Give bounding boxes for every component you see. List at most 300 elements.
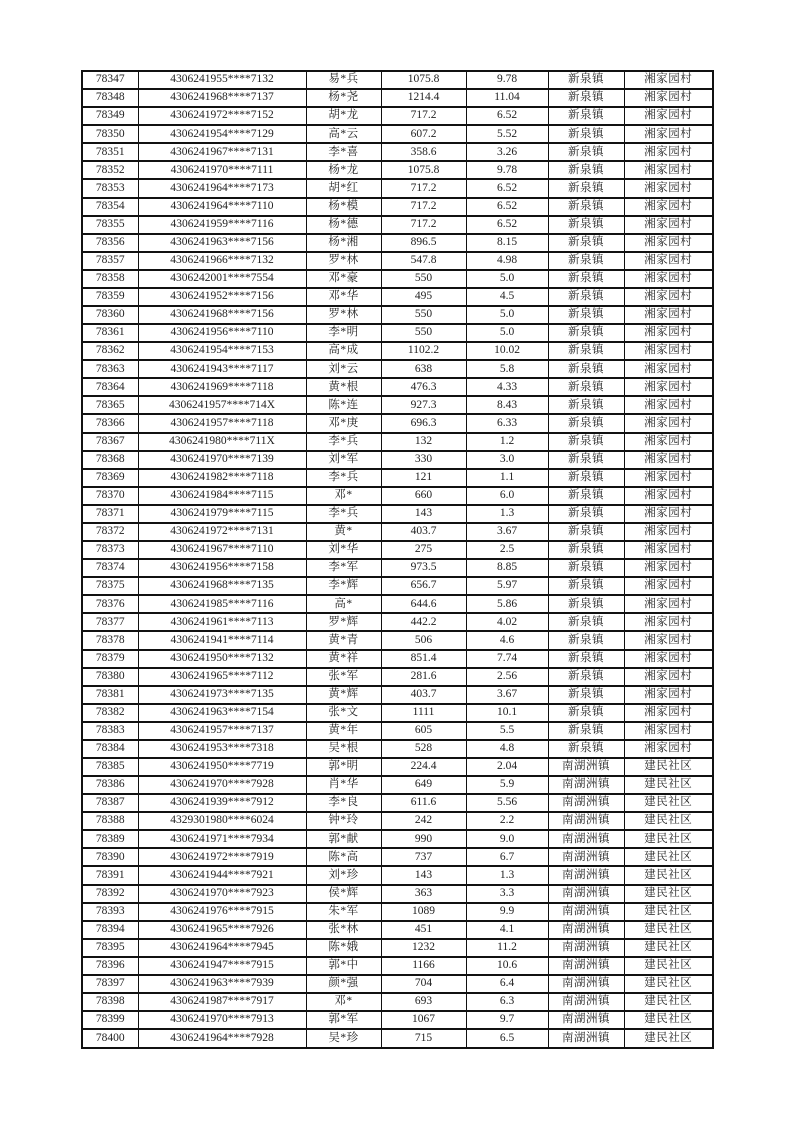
cell-town: 新泉镇 — [548, 541, 624, 559]
cell-village: 湘家园村 — [624, 487, 713, 505]
cell-sequence-number: 78348 — [82, 89, 138, 107]
cell-masked-id-number: 4306241968****7156 — [138, 306, 306, 324]
table-row — [82, 830, 713, 848]
cell-masked-id-number: 4306241964****7928 — [138, 1029, 306, 1048]
cell-masked-id-number: 4306241967****7131 — [138, 143, 306, 161]
cell-amount: 451 — [381, 921, 466, 939]
cell-village: 湘家园村 — [624, 631, 713, 649]
cell-masked-id-number: 4306241972****7131 — [138, 523, 306, 541]
cell-town: 新泉镇 — [548, 595, 624, 613]
cell-secondary-amount: 7.74 — [466, 650, 548, 668]
cell-village: 湘家园村 — [624, 179, 713, 197]
cell-village: 湘家园村 — [624, 378, 713, 396]
cell-amount: 476.3 — [381, 378, 466, 396]
table-row — [82, 198, 713, 216]
cell-masked-name: 李*喜 — [306, 143, 381, 161]
cell-masked-name: 高* — [306, 595, 381, 613]
cell-secondary-amount: 4.33 — [466, 378, 548, 396]
table-row — [82, 794, 713, 812]
cell-secondary-amount: 5.86 — [466, 595, 548, 613]
cell-village: 湘家园村 — [624, 198, 713, 216]
cell-town: 新泉镇 — [548, 414, 624, 432]
cell-amount: 605 — [381, 722, 466, 740]
cell-masked-id-number: 4306241957****7118 — [138, 414, 306, 432]
cell-sequence-number: 78387 — [82, 794, 138, 812]
cell-sequence-number: 78365 — [82, 396, 138, 414]
cell-amount: 607.2 — [381, 125, 466, 143]
cell-sequence-number: 78373 — [82, 541, 138, 559]
cell-secondary-amount: 5.0 — [466, 270, 548, 288]
cell-masked-id-number: 4306241970****7913 — [138, 1011, 306, 1029]
table-row — [82, 523, 713, 541]
cell-secondary-amount: 5.5 — [466, 722, 548, 740]
cell-masked-name: 钟*玲 — [306, 812, 381, 830]
cell-masked-name: 李*兵 — [306, 469, 381, 487]
cell-amount: 1075.8 — [381, 161, 466, 179]
cell-sequence-number: 78379 — [82, 650, 138, 668]
cell-amount: 403.7 — [381, 523, 466, 541]
cell-village: 湘家园村 — [624, 234, 713, 252]
cell-sequence-number: 78374 — [82, 559, 138, 577]
cell-town: 南湖洲镇 — [548, 1029, 624, 1048]
cell-masked-name: 黄* — [306, 523, 381, 541]
cell-village: 湘家园村 — [624, 161, 713, 179]
cell-masked-name: 颜*强 — [306, 975, 381, 993]
table-row — [82, 161, 713, 179]
cell-masked-id-number: 4306241939****7912 — [138, 794, 306, 812]
cell-secondary-amount: 6.52 — [466, 216, 548, 234]
table-row — [82, 595, 713, 613]
table-row — [82, 650, 713, 668]
cell-masked-id-number: 4306241957****714X — [138, 396, 306, 414]
cell-village: 湘家园村 — [624, 396, 713, 414]
cell-sequence-number: 78381 — [82, 686, 138, 704]
cell-village: 湘家园村 — [624, 270, 713, 288]
cell-masked-id-number: 4306241953****7318 — [138, 740, 306, 758]
cell-amount: 717.2 — [381, 198, 466, 216]
cell-secondary-amount: 5.52 — [466, 125, 548, 143]
cell-village: 湘家园村 — [624, 650, 713, 668]
cell-amount: 528 — [381, 740, 466, 758]
cell-amount: 224.4 — [381, 758, 466, 776]
cell-masked-name: 李*兵 — [306, 505, 381, 523]
table-row — [82, 125, 713, 143]
cell-masked-id-number: 4306242001****7554 — [138, 270, 306, 288]
cell-masked-name: 易*兵 — [306, 71, 381, 89]
cell-sequence-number: 78390 — [82, 848, 138, 866]
cell-masked-name: 邓* — [306, 487, 381, 505]
cell-secondary-amount: 8.85 — [466, 559, 548, 577]
cell-town: 南湖洲镇 — [548, 975, 624, 993]
table-row — [82, 631, 713, 649]
cell-town: 新泉镇 — [548, 523, 624, 541]
cell-sequence-number: 78384 — [82, 740, 138, 758]
cell-secondary-amount: 2.56 — [466, 668, 548, 686]
cell-village: 湘家园村 — [624, 414, 713, 432]
cell-sequence-number: 78364 — [82, 378, 138, 396]
cell-amount: 1089 — [381, 903, 466, 921]
cell-sequence-number: 78377 — [82, 613, 138, 631]
cell-village: 湘家园村 — [624, 324, 713, 342]
cell-sequence-number: 78355 — [82, 216, 138, 234]
cell-secondary-amount: 5.97 — [466, 577, 548, 595]
cell-village: 湘家园村 — [624, 342, 713, 360]
cell-amount: 547.8 — [381, 252, 466, 270]
cell-masked-name: 张*林 — [306, 921, 381, 939]
cell-secondary-amount: 3.0 — [466, 451, 548, 469]
cell-secondary-amount: 5.8 — [466, 360, 548, 378]
cell-village: 建民社区 — [624, 776, 713, 794]
cell-sequence-number: 78391 — [82, 866, 138, 884]
table-row — [82, 324, 713, 342]
cell-amount: 442.2 — [381, 613, 466, 631]
cell-town: 新泉镇 — [548, 143, 624, 161]
cell-town: 新泉镇 — [548, 234, 624, 252]
cell-town: 新泉镇 — [548, 198, 624, 216]
table-row — [82, 668, 713, 686]
cell-masked-id-number: 4306241970****7111 — [138, 161, 306, 179]
cell-amount: 281.6 — [381, 668, 466, 686]
cell-sequence-number: 78357 — [82, 252, 138, 270]
cell-sequence-number: 78380 — [82, 668, 138, 686]
cell-village: 湘家园村 — [624, 306, 713, 324]
cell-secondary-amount: 4.1 — [466, 921, 548, 939]
table-body — [82, 71, 713, 1048]
cell-amount: 737 — [381, 848, 466, 866]
cell-masked-name: 黄*青 — [306, 631, 381, 649]
cell-town: 新泉镇 — [548, 252, 624, 270]
cell-town: 南湖洲镇 — [548, 866, 624, 884]
cell-town: 南湖洲镇 — [548, 776, 624, 794]
cell-masked-id-number: 4306241943****7117 — [138, 360, 306, 378]
cell-sequence-number: 78366 — [82, 414, 138, 432]
cell-village: 建民社区 — [624, 866, 713, 884]
cell-secondary-amount: 11.2 — [466, 939, 548, 957]
cell-masked-name: 罗*林 — [306, 306, 381, 324]
cell-amount: 1232 — [381, 939, 466, 957]
cell-secondary-amount: 10.6 — [466, 957, 548, 975]
cell-masked-name: 郭*明 — [306, 758, 381, 776]
table-row — [82, 740, 713, 758]
table-row — [82, 270, 713, 288]
cell-masked-name: 侯*辉 — [306, 885, 381, 903]
table-row — [82, 939, 713, 957]
cell-secondary-amount: 9.0 — [466, 830, 548, 848]
cell-village: 建民社区 — [624, 921, 713, 939]
cell-sequence-number: 78399 — [82, 1011, 138, 1029]
cell-masked-id-number: 4306241971****7934 — [138, 830, 306, 848]
cell-masked-name: 肖*华 — [306, 776, 381, 794]
cell-masked-name: 胡*红 — [306, 179, 381, 197]
table-row — [82, 776, 713, 794]
cell-village: 建民社区 — [624, 830, 713, 848]
cell-secondary-amount: 2.2 — [466, 812, 548, 830]
cell-masked-name: 黄*祥 — [306, 650, 381, 668]
cell-masked-name: 杨*尧 — [306, 89, 381, 107]
cell-amount: 242 — [381, 812, 466, 830]
cell-masked-id-number: 4306241957****7137 — [138, 722, 306, 740]
cell-masked-id-number: 4306241970****7923 — [138, 885, 306, 903]
cell-secondary-amount: 6.33 — [466, 414, 548, 432]
cell-town: 新泉镇 — [548, 396, 624, 414]
cell-masked-name: 郭*献 — [306, 830, 381, 848]
cell-town: 南湖洲镇 — [548, 848, 624, 866]
cell-village: 湘家园村 — [624, 71, 713, 89]
subsidy-roster-table — [81, 70, 714, 1049]
cell-village: 湘家园村 — [624, 288, 713, 306]
cell-amount: 506 — [381, 631, 466, 649]
cell-town: 新泉镇 — [548, 722, 624, 740]
cell-masked-id-number: 4306241963****7154 — [138, 704, 306, 722]
cell-secondary-amount: 9.7 — [466, 1011, 548, 1029]
cell-town: 新泉镇 — [548, 451, 624, 469]
cell-village: 湘家园村 — [624, 722, 713, 740]
cell-sequence-number: 78358 — [82, 270, 138, 288]
cell-secondary-amount: 6.3 — [466, 993, 548, 1011]
cell-secondary-amount: 1.3 — [466, 866, 548, 884]
table-row — [82, 903, 713, 921]
cell-masked-id-number: 4306241950****7719 — [138, 758, 306, 776]
cell-amount: 495 — [381, 288, 466, 306]
table-row — [82, 378, 713, 396]
cell-amount: 717.2 — [381, 107, 466, 125]
cell-sequence-number: 78375 — [82, 577, 138, 595]
cell-masked-id-number: 4306241967****7110 — [138, 541, 306, 559]
cell-secondary-amount: 9.78 — [466, 161, 548, 179]
cell-village: 建民社区 — [624, 758, 713, 776]
cell-amount: 660 — [381, 487, 466, 505]
cell-sequence-number: 78378 — [82, 631, 138, 649]
cell-sequence-number: 78386 — [82, 776, 138, 794]
cell-masked-id-number: 4306241979****7115 — [138, 505, 306, 523]
cell-sequence-number: 78389 — [82, 830, 138, 848]
table-row — [82, 414, 713, 432]
cell-amount: 275 — [381, 541, 466, 559]
cell-town: 南湖洲镇 — [548, 812, 624, 830]
cell-masked-id-number: 4306241954****7129 — [138, 125, 306, 143]
cell-amount: 1102.2 — [381, 342, 466, 360]
cell-masked-id-number: 4306241956****7158 — [138, 559, 306, 577]
table-row — [82, 686, 713, 704]
cell-masked-name: 邓*庚 — [306, 414, 381, 432]
cell-secondary-amount: 6.4 — [466, 975, 548, 993]
cell-town: 南湖洲镇 — [548, 993, 624, 1011]
cell-sequence-number: 78370 — [82, 487, 138, 505]
cell-sequence-number: 78400 — [82, 1029, 138, 1048]
cell-town: 南湖洲镇 — [548, 830, 624, 848]
cell-town: 南湖洲镇 — [548, 758, 624, 776]
cell-village: 湘家园村 — [624, 469, 713, 487]
table-row — [82, 559, 713, 577]
cell-secondary-amount: 5.9 — [466, 776, 548, 794]
cell-masked-name: 杨*湘 — [306, 234, 381, 252]
table-row — [82, 541, 713, 559]
table-row — [82, 433, 713, 451]
cell-village: 湘家园村 — [624, 740, 713, 758]
cell-masked-name: 邓*豪 — [306, 270, 381, 288]
cell-town: 新泉镇 — [548, 613, 624, 631]
cell-masked-name: 胡*龙 — [306, 107, 381, 125]
cell-sequence-number: 78396 — [82, 957, 138, 975]
table-row — [82, 993, 713, 1011]
cell-masked-id-number: 4306241985****7116 — [138, 595, 306, 613]
cell-masked-name: 郭*军 — [306, 1011, 381, 1029]
cell-sequence-number: 78350 — [82, 125, 138, 143]
cell-masked-id-number: 4306241964****7173 — [138, 179, 306, 197]
cell-masked-name: 刘*珍 — [306, 866, 381, 884]
cell-masked-id-number: 4306241968****7137 — [138, 89, 306, 107]
cell-masked-name: 高*云 — [306, 125, 381, 143]
table-row — [82, 360, 713, 378]
cell-village: 建民社区 — [624, 812, 713, 830]
table-row — [82, 89, 713, 107]
cell-masked-id-number: 4306241976****7915 — [138, 903, 306, 921]
cell-secondary-amount: 6.0 — [466, 487, 548, 505]
cell-masked-name: 杨*模 — [306, 198, 381, 216]
cell-village: 湘家园村 — [624, 143, 713, 161]
cell-village: 湘家园村 — [624, 505, 713, 523]
cell-secondary-amount: 9.9 — [466, 903, 548, 921]
cell-secondary-amount: 5.0 — [466, 324, 548, 342]
cell-masked-id-number: 4306241970****7928 — [138, 776, 306, 794]
cell-amount: 550 — [381, 270, 466, 288]
cell-secondary-amount: 6.7 — [466, 848, 548, 866]
cell-secondary-amount: 2.5 — [466, 541, 548, 559]
cell-masked-id-number: 4306241982****7118 — [138, 469, 306, 487]
table-row — [82, 1029, 713, 1048]
cell-amount: 649 — [381, 776, 466, 794]
cell-secondary-amount: 9.78 — [466, 71, 548, 89]
cell-amount: 704 — [381, 975, 466, 993]
cell-amount: 696.3 — [381, 414, 466, 432]
cell-masked-id-number: 4306241984****7115 — [138, 487, 306, 505]
cell-town: 南湖洲镇 — [548, 1011, 624, 1029]
cell-sequence-number: 78352 — [82, 161, 138, 179]
cell-masked-name: 罗*林 — [306, 252, 381, 270]
cell-amount: 990 — [381, 830, 466, 848]
table-row — [82, 577, 713, 595]
cell-masked-id-number: 4306241955****7132 — [138, 71, 306, 89]
cell-masked-id-number: 4306241968****7135 — [138, 577, 306, 595]
cell-sequence-number: 78394 — [82, 921, 138, 939]
cell-amount: 550 — [381, 306, 466, 324]
cell-sequence-number: 78382 — [82, 704, 138, 722]
cell-masked-name: 李*明 — [306, 324, 381, 342]
table-row — [82, 848, 713, 866]
cell-masked-name: 李*军 — [306, 559, 381, 577]
cell-secondary-amount: 3.67 — [466, 686, 548, 704]
cell-masked-name: 陈*娥 — [306, 939, 381, 957]
cell-amount: 1067 — [381, 1011, 466, 1029]
cell-sequence-number: 78392 — [82, 885, 138, 903]
cell-town: 新泉镇 — [548, 704, 624, 722]
cell-masked-id-number: 4306241972****7152 — [138, 107, 306, 125]
cell-secondary-amount: 6.5 — [466, 1029, 548, 1048]
cell-amount: 403.7 — [381, 686, 466, 704]
cell-village: 湘家园村 — [624, 595, 713, 613]
cell-town: 新泉镇 — [548, 378, 624, 396]
cell-masked-name: 朱*军 — [306, 903, 381, 921]
cell-town: 新泉镇 — [548, 71, 624, 89]
cell-sequence-number: 78359 — [82, 288, 138, 306]
cell-masked-name: 高*成 — [306, 342, 381, 360]
cell-secondary-amount: 6.52 — [466, 107, 548, 125]
table-row — [82, 487, 713, 505]
cell-town: 新泉镇 — [548, 668, 624, 686]
table-row — [82, 252, 713, 270]
cell-village: 建民社区 — [624, 794, 713, 812]
cell-masked-id-number: 4306241969****7118 — [138, 378, 306, 396]
cell-masked-name: 吴*根 — [306, 740, 381, 758]
cell-amount: 330 — [381, 451, 466, 469]
cell-sequence-number: 78362 — [82, 342, 138, 360]
cell-masked-id-number: 4306241970****7139 — [138, 451, 306, 469]
cell-masked-name: 吴*珍 — [306, 1029, 381, 1048]
cell-sequence-number: 78367 — [82, 433, 138, 451]
cell-amount: 143 — [381, 505, 466, 523]
cell-sequence-number: 78371 — [82, 505, 138, 523]
cell-village: 湘家园村 — [624, 107, 713, 125]
cell-village: 建民社区 — [624, 1011, 713, 1029]
cell-sequence-number: 78383 — [82, 722, 138, 740]
cell-village: 湘家园村 — [624, 668, 713, 686]
cell-amount: 717.2 — [381, 216, 466, 234]
table-row — [82, 866, 713, 884]
cell-masked-id-number: 4306241965****7112 — [138, 668, 306, 686]
cell-amount: 927.3 — [381, 396, 466, 414]
cell-amount: 1111 — [381, 704, 466, 722]
cell-amount: 656.7 — [381, 577, 466, 595]
cell-sequence-number: 78395 — [82, 939, 138, 957]
cell-masked-name: 李*兵 — [306, 433, 381, 451]
cell-town: 新泉镇 — [548, 559, 624, 577]
cell-amount: 1214.4 — [381, 89, 466, 107]
cell-sequence-number: 78369 — [82, 469, 138, 487]
cell-masked-id-number: 4306241952****7156 — [138, 288, 306, 306]
cell-secondary-amount: 6.52 — [466, 179, 548, 197]
cell-village: 湘家园村 — [624, 541, 713, 559]
table-row — [82, 179, 713, 197]
cell-masked-id-number: 4306241956****7110 — [138, 324, 306, 342]
cell-masked-id-number: 4306241980****711X — [138, 433, 306, 451]
cell-secondary-amount: 3.3 — [466, 885, 548, 903]
cell-sequence-number: 78361 — [82, 324, 138, 342]
cell-secondary-amount: 4.5 — [466, 288, 548, 306]
cell-town: 新泉镇 — [548, 577, 624, 595]
cell-masked-name: 杨*德 — [306, 216, 381, 234]
cell-masked-name: 刘*华 — [306, 541, 381, 559]
cell-village: 湘家园村 — [624, 451, 713, 469]
cell-amount: 363 — [381, 885, 466, 903]
cell-amount: 973.5 — [381, 559, 466, 577]
cell-village: 湘家园村 — [624, 252, 713, 270]
table-row — [82, 722, 713, 740]
cell-secondary-amount: 8.15 — [466, 234, 548, 252]
cell-village: 建民社区 — [624, 885, 713, 903]
cell-amount: 121 — [381, 469, 466, 487]
table-row — [82, 812, 713, 830]
cell-masked-name: 黄*辉 — [306, 686, 381, 704]
cell-sequence-number: 78397 — [82, 975, 138, 993]
cell-amount: 717.2 — [381, 179, 466, 197]
table-row — [82, 216, 713, 234]
cell-village: 湘家园村 — [624, 613, 713, 631]
cell-town: 新泉镇 — [548, 125, 624, 143]
cell-town: 新泉镇 — [548, 487, 624, 505]
cell-masked-id-number: 4306241987****7917 — [138, 993, 306, 1011]
cell-sequence-number: 78388 — [82, 812, 138, 830]
cell-masked-name: 杨*龙 — [306, 161, 381, 179]
